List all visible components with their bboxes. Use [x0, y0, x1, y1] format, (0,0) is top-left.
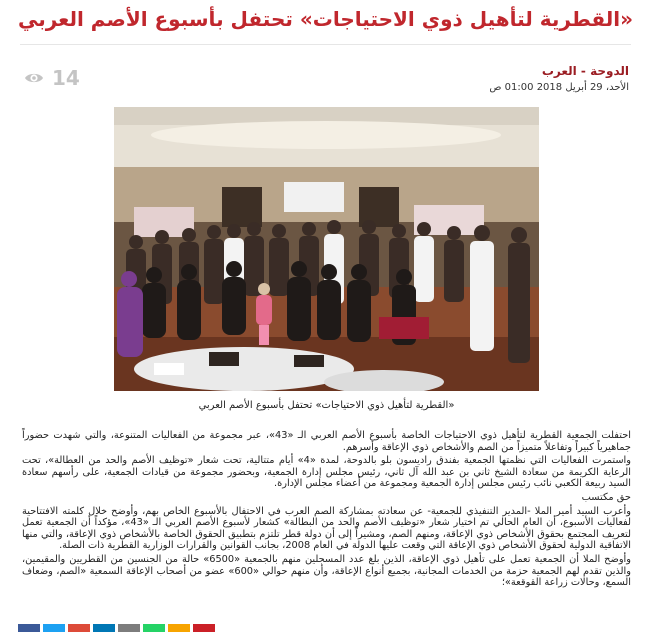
email-share-button[interactable] — [168, 624, 190, 632]
article-title: «القطرية لتأهيل ذوي الاحتياجات» تحتفل بأسبوع الأصم العربي — [18, 7, 633, 31]
view-counter — [24, 66, 80, 90]
article-paragraph: وأوضح الملا أن الجمعية تعمل على تأهيل ذوي الإعاقة، الذين بلغ عدد المسجلين منهم بالجمعية «6500» حالة من الجنسين من القطريين والمقيمين، والذين تقدم لهم الجمعية حزمة من الخدمات المجانية، بجميع أنواع الإعاقة، وأن منهم حوالي «600» عضو من أصحاب الإعاقة السمعية «الصم، وضعاف السمع، وحالات زراعة القوقعة»؛ — [22, 553, 632, 589]
pinterest-share-button[interactable] — [193, 624, 215, 632]
article-photo — [114, 107, 539, 391]
print-button[interactable] — [118, 624, 140, 632]
view-count: 14 — [52, 66, 80, 90]
eye-icon — [24, 71, 44, 85]
article-paragraph: وأعرب السيد أمير الملا -المدير التنفيذي للجمعية- عن سعادته بمشاركة الصم العرب في الاحتفال بالأسبوع الخاص بهم، وأوضح خلال كلمته الافتتاحية لفعاليات الأسبوع، أن العام الحالي تم اختيار شعار «توظيف الأصم والحد من البطالة» كشعار لأسبوع الأصم العربي الـ «43»، مؤكداً أن الجمعية تعمل لتعريف المجتمع بحقوق الأشخاص ذوي الإعاقة، ومنهم الصم، ومشيراً إلى أن دولة قطر تلتزم بتطبيق الحقوق الخاصة بالأشخاص ذوي الإعاقة، والتي منها الاتفاقية الدولية لحقوق الأشخاص ذوي الإعاقة التي وقعت عليها الدولة في العام 2008، بجانب القوانين والقرارات الوزارية القطرية ذات الصلة. — [22, 505, 631, 552]
twitter-share-button[interactable] — [43, 624, 65, 632]
linkedin-share-button[interactable] — [93, 624, 115, 632]
article-datetime: الأحد، 29 أبريل 2018 01:00 ص — [489, 82, 629, 93]
article-paragraph: واستمرت الفعاليات التي نظمتها الجمعية بفندق راديسون بلو بالدوحة، لمدة «4» أيام متتالية، تحت شعار «توظيف الأصم والحد من العطالة»، تحت الرعاية الكريمة من سعادة الشيخ ثاني بن عبد الله آل ثاني، رئيس مجلس إدارة الجمعية، وبحضور مجموعة من قيادات الجمعية، على رأسهم سعادة السيد ربيعة الكعبي نائب رئيس مجلس إدارة الجمعية ومجموعة من أعضاء مجلس الإدارة. — [22, 455, 631, 490]
article-paragraph: احتفلت الجمعية القطرية لتأهيل ذوي الاحتياجات الخاصة بأسبوع الأصم العربي الـ «43»، عبر مجموعة من الفعاليات المتنوعة، والتي شهدت حضوراً جماهيرياً كبيراً وتفاعلاً متميزاً من الصم والأشخاص ذوي الإعاقة وأسرهم. — [22, 430, 631, 453]
article-body — [22, 430, 631, 591]
share-bar — [18, 624, 215, 632]
article-subheading: حق مكتسب — [581, 491, 631, 503]
photo-caption: «القطرية لتأهيل ذوي الاحتياجات» تحتفل بأسبوع الأصم العربي — [198, 400, 455, 411]
article-location: الدوحة - العرب — [541, 64, 629, 78]
divider — [20, 44, 631, 45]
whatsapp-share-button[interactable] — [143, 624, 165, 632]
google-plus-share-button[interactable] — [68, 624, 90, 632]
facebook-share-button[interactable] — [18, 624, 40, 632]
